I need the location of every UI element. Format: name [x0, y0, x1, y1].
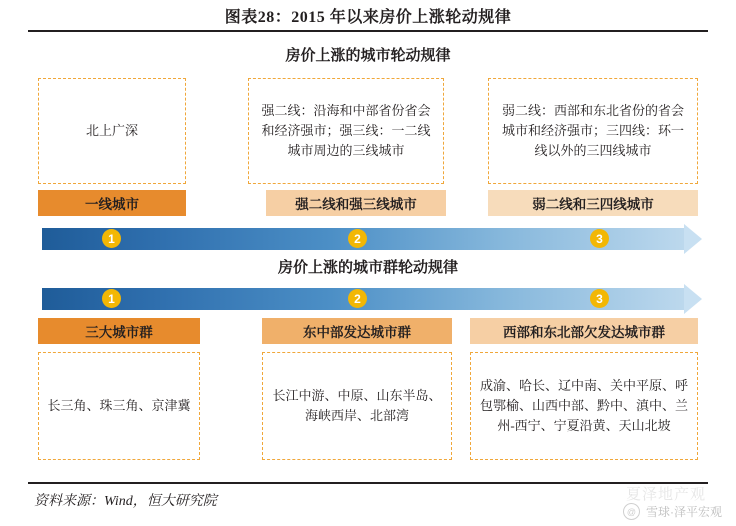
city-label-tier2-strong: 强二线和强三线城市: [266, 190, 446, 216]
step-marker-2-2: 2: [348, 289, 367, 308]
divider-bottom: [28, 482, 708, 484]
divider-top: [28, 30, 708, 32]
city-label-tier2-weak: 弱二线和三四线城市: [488, 190, 698, 216]
watermark-brand: [623, 503, 722, 520]
city-group-box-2: 强二线：沿海和中部省份省会和经济强市；强三线：一二线城市周边的三线城市: [248, 78, 444, 184]
snowball-logo-icon: @: [623, 503, 640, 520]
step-marker-1-3: 3: [590, 229, 609, 248]
watermark-ghost: 夏泽地产观: [625, 487, 706, 503]
cluster-box-2: 长江中游、中原、山东半岛、海峡西岸、北部湾: [262, 352, 452, 460]
section-heading-city-rotation: 房价上涨的城市轮动规律: [285, 48, 451, 64]
cluster-box-1: 长三角、珠三角、京津冀: [38, 352, 200, 460]
city-label-tier1: 一线城市: [38, 190, 186, 216]
city-group-box-1: 北上广深: [38, 78, 186, 184]
cluster-label-west-northeast: 西部和东北部欠发达城市群: [470, 318, 698, 344]
page-title: 图表28：2015 年以来房价上涨轮动规律: [224, 9, 512, 26]
step-marker-1-1: 1: [102, 229, 121, 248]
step-marker-2-3: 3: [590, 289, 609, 308]
city-group-box-3: 弱二线：西部和东北省份的省会城市和经济强市；三四线：环一线以外的三四线城市: [488, 78, 698, 184]
section-heading-cluster-rotation: 房价上涨的城市群轮动规律: [277, 260, 458, 276]
step-marker-1-2: 2: [348, 229, 367, 248]
source-note: 资料来源：Wind，恒大研究院: [34, 494, 217, 509]
watermark-brand-label: 雪球·泽平宏观: [646, 505, 722, 519]
step-marker-2-1: 1: [102, 289, 121, 308]
cluster-box-3: 成渝、哈长、辽中南、关中平原、呼包鄂榆、山西中部、黔中、滇中、兰州-西宁、宁夏沿黄、天山北坡: [470, 352, 698, 460]
cluster-label-east-central: 东中部发达城市群: [262, 318, 452, 344]
cluster-label-big3: 三大城市群: [38, 318, 200, 344]
